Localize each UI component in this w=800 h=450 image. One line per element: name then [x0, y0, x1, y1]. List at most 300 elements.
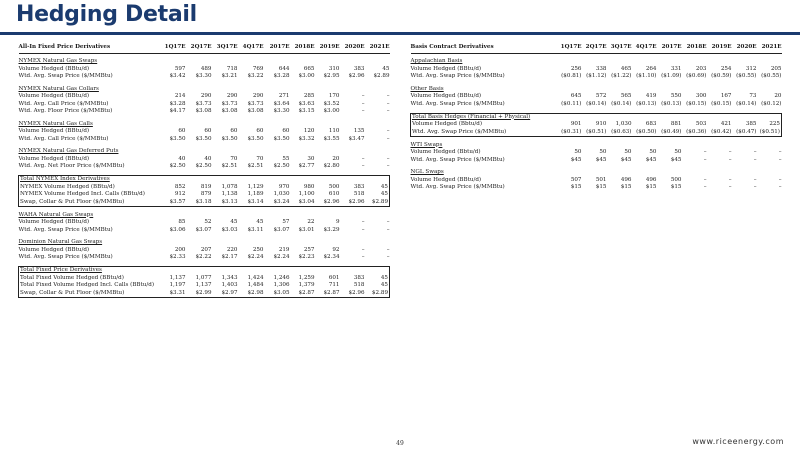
cell-value: $2.99: [186, 290, 212, 298]
table-row: [411, 66, 782, 74]
page-number: 49: [396, 440, 404, 447]
cell-value: 40: [178, 155, 186, 162]
row-label: Volume Hedged (BBtu/d): [18, 65, 90, 72]
cell-value: 50: [599, 149, 607, 155]
cell-value: $3.64: [273, 100, 290, 107]
cell-value: –: [386, 100, 390, 107]
cell-value: –: [753, 184, 757, 190]
cell-value: ($0.59): [711, 73, 732, 79]
table-row: [19, 199, 390, 207]
column-header: 3Q17E: [212, 44, 238, 53]
table-row: [411, 157, 782, 165]
table-row: [19, 290, 390, 298]
cell-value: 1,137: [169, 274, 186, 281]
cell-value: ($0.69): [686, 73, 707, 79]
row-label: Wtd. Avg. Swap Price ($/MMBtu): [18, 226, 113, 233]
cell-value: 1,100: [298, 191, 315, 197]
cell-value: –: [361, 163, 365, 169]
cell-value: –: [778, 156, 782, 163]
cell-value: –: [386, 163, 390, 169]
cell-value: $15: [620, 184, 632, 190]
cell-value: 565: [620, 93, 632, 99]
cell-value: 718: [226, 65, 238, 72]
cell-value: 465: [620, 65, 632, 72]
cell-value: –: [703, 176, 707, 183]
cell-value: 980: [303, 183, 315, 190]
cell-value: $3.50: [247, 135, 264, 142]
table-row: [411, 177, 782, 185]
row-label: Volume Hedged (BBtu/d): [410, 93, 482, 99]
cell-value: –: [361, 246, 365, 253]
cell-value: ($0.63): [607, 129, 632, 137]
cell-value: $2.96: [348, 73, 365, 79]
cell-value: 1,129: [247, 183, 264, 190]
table-row: [411, 129, 782, 137]
cell-value: –: [728, 156, 732, 163]
table-row: [19, 66, 390, 74]
cell-value: $3.24: [264, 199, 290, 207]
cell-value: 910: [595, 121, 607, 127]
section-title: Other Basis: [410, 85, 444, 92]
cell-value: 70: [256, 155, 264, 162]
row-label: Wtd. Avg. Swap Price ($/MMBtu): [410, 184, 505, 190]
row-label: Volume Hedged (BBtu/d): [18, 128, 90, 134]
cell-value: 383: [353, 183, 365, 190]
cell-value: –: [361, 108, 365, 114]
cell-value: –: [386, 93, 390, 99]
cell-value: 250: [252, 246, 264, 253]
cell-value: –: [753, 176, 757, 183]
section-title-cell: [411, 169, 782, 177]
cell-value: $3.06: [169, 226, 186, 233]
cell-value: 219: [278, 246, 290, 253]
cell-value: 45: [230, 219, 238, 225]
cell-value: ($1.09): [661, 73, 682, 79]
cell-value: $2.95: [323, 73, 340, 79]
table-row: [19, 191, 390, 199]
cell-value: $45: [620, 156, 632, 163]
cell-value: 1,379: [298, 282, 315, 288]
row-label: Volume Hedged (BBtu/d): [18, 219, 90, 225]
section-title-row: [411, 113, 782, 121]
table-title: All-In Fixed Price Derivatives: [19, 44, 160, 53]
cell-value: $2.80: [323, 163, 340, 169]
section-title: WTI Swaps: [410, 141, 443, 148]
cell-value: 45: [365, 275, 390, 283]
column-header: 2021E: [757, 44, 782, 53]
cell-value: 55: [282, 155, 290, 162]
cell-value: $2.34: [323, 254, 340, 260]
row-label: Swap, Collar & Put Floor ($/MMBtu): [19, 290, 160, 298]
row-label: NYMEX Volume Hedged Incl. Calls (BBtu/d): [19, 191, 160, 199]
section-title-row: [19, 86, 390, 94]
cell-value: –: [386, 246, 390, 253]
cell-value: 50: [624, 149, 632, 155]
cell-value: $3.01: [298, 226, 315, 233]
cell-value: 852: [174, 183, 186, 190]
cell-value: 819: [200, 183, 212, 190]
table-row: [19, 108, 390, 116]
cell-value: $3.42: [169, 73, 186, 79]
column-header: 4Q17E: [238, 44, 264, 53]
cell-value: 500: [328, 183, 340, 190]
cell-value: 9: [335, 219, 340, 225]
cell-value: $2.77: [298, 163, 315, 169]
cell-value: 711: [328, 282, 340, 288]
cell-value: 601: [328, 274, 340, 281]
table-row: [19, 184, 390, 192]
cell-value: 665: [303, 65, 315, 72]
section-title: Dominion Natural Gas Swaps: [18, 239, 103, 245]
cell-value: $2.87: [315, 290, 340, 298]
cell-value: 1,484: [247, 282, 264, 288]
section-title-row: [19, 121, 390, 129]
cell-value: $3.28: [273, 73, 290, 79]
column-header: 2017E: [657, 44, 682, 53]
cell-value: 167: [720, 93, 732, 99]
section-title-row: [19, 267, 390, 275]
row-label: Volume Hedged (BBtu/d): [18, 155, 90, 162]
table-row: [411, 101, 782, 109]
cell-value: 912: [174, 191, 186, 197]
cell-value: ($0.14): [586, 100, 607, 107]
section-title: Total NYMEX Index Derivatives: [20, 176, 110, 182]
cell-value: 110: [328, 128, 340, 134]
section-title-row: [19, 58, 390, 66]
cell-value: 385: [745, 121, 757, 127]
cell-value: 60: [282, 128, 290, 134]
section-title: NGL Swaps: [410, 169, 444, 175]
header-row: [19, 44, 390, 53]
cell-value: –: [728, 149, 732, 155]
column-header: 2019E: [315, 44, 340, 53]
cell-value: –: [753, 156, 757, 163]
cell-value: $3.00: [298, 73, 315, 79]
cell-value: –: [361, 226, 365, 233]
cell-value: ($0.36): [682, 129, 707, 137]
column-header: 2018E: [290, 44, 315, 53]
column-header: 3Q17E: [607, 44, 632, 53]
cell-value: –: [778, 149, 782, 155]
cell-value: 1,137: [195, 282, 212, 288]
cell-value: $2.22: [195, 254, 212, 260]
cell-value: 50: [649, 149, 657, 155]
cell-value: ($0.14): [736, 100, 757, 107]
cell-value: 1,030: [615, 121, 632, 127]
cell-value: 45: [365, 184, 390, 192]
cell-value: ($0.55): [736, 73, 757, 79]
cell-value: $2.89: [373, 73, 390, 79]
cell-value: 290: [200, 93, 212, 99]
row-label: Volume Hedged (BBtu/d): [18, 246, 90, 253]
cell-value: $2.24: [273, 254, 290, 260]
cell-value: 597: [174, 65, 186, 72]
cell-value: ($0.12): [761, 100, 782, 107]
cell-value: $3.05: [264, 290, 290, 298]
section-title-row: [19, 212, 390, 220]
cell-value: 518: [353, 191, 365, 197]
cell-value: 1,403: [221, 282, 238, 288]
row-label: Total Fixed Volume Hedged Incl. Calls (BBtu/d): [19, 282, 160, 290]
section-title: Total Fixed Price Derivatives: [20, 267, 102, 273]
cell-value: $4.17: [169, 108, 186, 114]
cell-value: 1,189: [247, 191, 264, 197]
section-title-row: [411, 86, 782, 94]
cell-value: $3.00: [323, 108, 340, 114]
row-label: Volume Hedged (Bbtu/d): [411, 121, 557, 129]
cell-value: ($0.47): [732, 129, 757, 137]
cell-value: –: [703, 184, 707, 190]
cell-value: $3.11: [247, 226, 264, 233]
cell-value: 331: [670, 65, 682, 72]
section-title: Appalachian Basis: [410, 58, 463, 64]
cell-value: 50: [574, 149, 582, 155]
cell-value: $2.87: [290, 290, 315, 298]
cell-value: 73: [749, 93, 757, 99]
cell-value: –: [386, 108, 390, 114]
cell-value: 264: [645, 65, 657, 72]
cell-value: –: [361, 219, 365, 225]
cell-value: 85: [178, 219, 186, 225]
cell-value: ($1.22): [611, 73, 632, 79]
cell-value: $3.30: [273, 108, 290, 114]
cell-value: $2.96: [315, 199, 340, 207]
cell-value: 383: [353, 65, 365, 72]
cell-value: –: [361, 93, 365, 99]
cell-value: $3.08: [221, 108, 238, 114]
row-label: Wtd. Avg. Swap Price ($/MMBtu): [410, 73, 505, 79]
table-row: [411, 121, 782, 129]
cell-value: $3.08: [247, 108, 264, 114]
cell-value: $3.50: [221, 135, 238, 142]
table-row: [19, 282, 390, 290]
cell-value: 214: [174, 93, 186, 99]
cell-value: $3.73: [221, 100, 238, 107]
cell-value: $45: [670, 156, 682, 163]
cell-value: $2.98: [238, 290, 264, 298]
row-label: Volume Hedged (BBtu/d): [410, 65, 482, 72]
cell-value: 501: [595, 176, 607, 183]
section-title-row: [411, 142, 782, 150]
cell-value: $3.32: [298, 135, 315, 142]
section-title: WAHA Natural Gas Swaps: [18, 211, 94, 218]
cell-value: 57: [282, 219, 290, 225]
section-title-cell: [411, 142, 782, 150]
cell-value: $3.18: [186, 199, 212, 207]
section-title: NYMEX Natural Gas Collars: [18, 85, 99, 92]
row-label: Total Fixed Volume Hedged (BBtu/d): [19, 275, 160, 283]
row-label: Wtd. Avg. Swap Price ($/MMBtu): [18, 73, 113, 79]
section-title-cell: [411, 113, 782, 121]
section-title: NYMEX Natural Gas Calls: [18, 120, 93, 127]
row-label: NYMEX Volume Hedged (BBtu/d): [19, 184, 160, 192]
cell-value: $2.17: [221, 254, 238, 260]
row-label: Wtd. Avg. Swap Price ($/MMBtu): [410, 156, 505, 163]
cell-value: 769: [252, 65, 264, 72]
column-header: 2021E: [365, 44, 390, 53]
cell-value: 70: [230, 155, 238, 162]
cell-value: ($0.51): [582, 129, 607, 137]
cell-value: $15: [645, 184, 657, 190]
table-row: [19, 163, 390, 171]
cell-value: 135: [353, 128, 365, 134]
cell-value: 20: [332, 155, 340, 162]
cell-value: $2.97: [212, 290, 238, 298]
cell-value: $3.57: [160, 199, 186, 207]
cell-value: $3.73: [247, 100, 264, 107]
section-title-row: [19, 239, 390, 247]
section-title-row: [411, 169, 782, 177]
table-row: [19, 101, 390, 109]
table-row: [19, 128, 390, 136]
cell-value: 507: [570, 176, 582, 183]
cell-value: 40: [204, 155, 212, 162]
cell-value: –: [386, 226, 390, 233]
cell-value: $3.08: [195, 108, 212, 114]
table-title: Basis Contract Derivatives: [411, 44, 557, 53]
cell-value: 60: [230, 128, 238, 134]
cell-value: –: [361, 100, 365, 107]
table-row: [19, 93, 390, 101]
cell-value: $2.96: [340, 290, 365, 298]
basis-contract-derivatives-table: [410, 44, 782, 192]
cell-value: 30: [307, 155, 315, 162]
cell-value: 881: [670, 121, 682, 127]
column-header: 2020E: [340, 44, 365, 53]
column-header: 2019E: [707, 44, 732, 53]
column-header: 1Q17E: [160, 44, 186, 53]
cell-value: –: [361, 254, 365, 260]
cell-value: $2.89: [365, 290, 390, 298]
column-header: 2018E: [682, 44, 707, 53]
cell-value: 500: [670, 176, 682, 183]
section-title-row: [19, 148, 390, 156]
title-rule: [0, 32, 800, 35]
cell-value: ($0.55): [761, 73, 782, 79]
cell-value: $3.73: [195, 100, 212, 107]
cell-value: ($0.51): [757, 129, 782, 137]
section-title: Total Basis Hedges (Financial + Physical): [412, 113, 531, 120]
cell-value: $3.63: [298, 100, 315, 107]
cell-value: 256: [570, 65, 582, 72]
cell-value: ($0.81): [561, 73, 582, 79]
cell-value: –: [728, 176, 732, 183]
cell-value: ($0.14): [611, 100, 632, 107]
cell-value: $2.50: [169, 163, 186, 169]
cell-value: $3.50: [169, 135, 186, 142]
row-label: Swap, Collar & Put Floor ($/MMBtu): [19, 199, 160, 207]
cell-value: $3.31: [160, 290, 186, 298]
cell-value: 285: [303, 93, 315, 99]
cell-value: 610: [328, 191, 340, 197]
column-header: 2017E: [264, 44, 290, 53]
row-label: Wtd. Avg. Call Price ($/MMBtu): [18, 100, 109, 107]
column-header: 4Q17E: [632, 44, 657, 53]
page-title: Hedging Detail: [16, 2, 197, 27]
cell-value: $3.55: [323, 135, 340, 142]
cell-value: 645: [570, 93, 582, 99]
cell-value: $45: [595, 156, 607, 163]
cell-value: $3.47: [348, 135, 365, 142]
cell-value: $3.03: [221, 226, 238, 233]
cell-value: $15: [670, 184, 682, 190]
cell-value: 383: [353, 274, 365, 281]
cell-value: $2.50: [195, 163, 212, 169]
cell-value: 225: [757, 121, 782, 129]
table-row: [411, 184, 782, 192]
cell-value: 20: [774, 93, 782, 99]
cell-value: $3.14: [238, 199, 264, 207]
column-header: 2Q17E: [186, 44, 212, 53]
cell-value: 220: [226, 246, 238, 253]
cell-value: ($0.13): [661, 100, 682, 107]
cell-value: 203: [695, 65, 707, 72]
row-label: Volume Hedged (BBtu/d): [18, 93, 90, 99]
cell-value: 271: [278, 93, 290, 99]
cell-value: 290: [252, 93, 264, 99]
section-title-cell: [411, 86, 782, 94]
cell-value: 1,259: [298, 274, 315, 281]
cell-value: $3.22: [247, 73, 264, 79]
cell-value: –: [386, 155, 390, 162]
table-row: [19, 73, 390, 81]
table-row: [19, 275, 390, 283]
cell-value: $3.21: [221, 73, 238, 79]
table-row: [19, 156, 390, 164]
section-title-row: [19, 176, 390, 184]
cell-value: 1,343: [221, 274, 238, 281]
cell-value: 60: [204, 128, 212, 134]
cell-value: $2.24: [247, 254, 264, 260]
section-title: NYMEX Natural Gas Deferred Puts: [18, 148, 119, 154]
section-title-cell: [411, 58, 782, 66]
row-label: Volume Hedged (BBtu/d): [410, 176, 482, 183]
cell-value: –: [361, 155, 365, 162]
cell-value: 550: [670, 93, 682, 99]
cell-value: 60: [256, 128, 264, 134]
cell-value: ($0.15): [711, 100, 732, 107]
cell-value: 421: [720, 121, 732, 127]
table-row: [411, 93, 782, 101]
cell-value: 60: [178, 128, 186, 134]
row-label: Wtd. Avg. Call Price ($/MMBtu): [18, 135, 109, 142]
cell-value: 489: [200, 65, 212, 72]
cell-value: $3.04: [290, 199, 315, 207]
cell-value: 52: [204, 219, 212, 225]
cell-value: 207: [200, 246, 212, 253]
cell-value: 254: [720, 65, 732, 72]
section-title: NYMEX Natural Gas Swaps: [18, 58, 98, 64]
cell-value: 1,306: [273, 282, 290, 288]
row-label: Wtd. Avg. Floor Price ($/MMBtu): [18, 108, 113, 114]
cell-value: 1,197: [169, 282, 186, 288]
cell-value: –: [703, 156, 707, 163]
cell-value: 200: [174, 246, 186, 253]
cell-value: ($1.10): [636, 73, 657, 79]
table-row: [411, 73, 782, 81]
cell-value: ($0.15): [686, 100, 707, 107]
cell-value: –: [778, 176, 782, 183]
cell-value: 1,424: [247, 274, 264, 281]
cell-value: $15: [595, 184, 607, 190]
cell-value: 290: [226, 93, 238, 99]
cell-value: $2.89: [365, 199, 390, 207]
table-row: [19, 254, 390, 262]
cell-value: $3.15: [298, 108, 315, 114]
cell-value: 170: [328, 93, 340, 99]
cell-value: $2.96: [340, 199, 365, 207]
row-label: Wtd. Avg. Swap Price ($/MMBtu): [410, 100, 505, 107]
